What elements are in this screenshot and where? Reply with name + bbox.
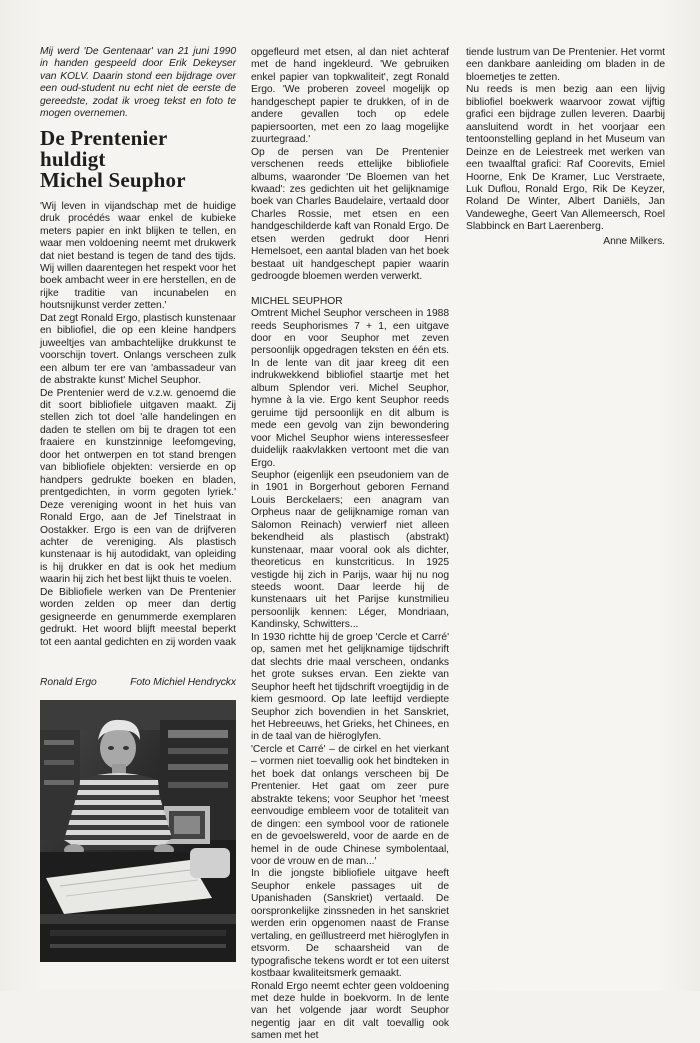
section-heading: MICHEL SEUPHOR — [251, 295, 343, 307]
headline-line-3: Michel Seuphor — [40, 167, 186, 192]
photo-caption: Ronald Ergo — [40, 677, 97, 689]
column-middle — [251, 47, 449, 1043]
column-left — [40, 46, 236, 962]
paragraph: Ronald Ergo neemt echter geen voldoening met deze hulde in boekvorm. In de lente van het volgende jaar wordt Seuphor negentig jaar en dit valt toevallig ook samen met het — [251, 980, 449, 1042]
paragraph: opgefleurd met etsen, al dan niet achteraf met de hand ingekleurd. 'We gebruiken enkel papier van topkwaliteit', zegt Ronald Ergo. 'We proberen zoveel mogelijk op handgeschept papier te drukken, of in de andere gevallen toch op edele papiersoorten, met een zo laag mogelijke zuurtegraad.' — [251, 47, 449, 146]
paragraph: Seuphor (eigenlijk een pseudoniem van de in 1901 in Borgerhout geboren Fernand Louis Berckelaers; een anagram van Orpheus naar de gelijknamige roman van Salomon Reinach) verwierf niet alleen bekendheid als plastisch (abstrakt) kunstenaar, maar vooral ook als dichter, theoreticus en kunstcriticus. In 1925 vestigde hij zich in Parijs, waar hij nu nog steeds woont. Daar leerde hij de kunstenaars uit het Parijse kunstmilieu persoonlijk kennen: Léger, Mondriaan, Kandinsky, Schwitters... — [251, 469, 449, 631]
paragraph: tiende lustrum van De Prentenier. Het vormt een dankbare aanleiding om bladen in de bloemetjes te zetten. — [466, 47, 665, 83]
paragraph: In 1930 richtte hij de groep 'Cercle et Carré' op, samen met het gelijknamige tijdschrift dat slechts drie maal verscheen, ondanks het grote sukses ervan. Een ziekte van Seuphor heeft het tijdschrift vroegtijdig in de kiem gesmoord. Op late leeftijd verdiepte Seuphor zich bovendien in het Sanskriet, het Hebreeuws, het Grieks, het Chinees, en in de taal van de hiëroglyfen. — [251, 631, 449, 743]
paragraph: De Bibliofiele werken van De Prentenier worden zelden op meer dan dertig gesigneerde en genummerde exemplaren gedrukt. Het woord blijft meestal beperkt tot een aantal gedichten en zij worden vaak — [40, 586, 236, 648]
photo-illustration — [40, 700, 236, 962]
paragraph: In die jongste bibliofiele uitgave heeft Seuphor enkele passages uit de Upanishaden (Sanskriet) vertaald. De oorspronkelijke zinssneden in het sanskriet werden erin opgenomen naast de Franse vertaling, en geïllustreerd met hiëroglyfen in etsvorm. De schaarsheid van de typografische tekens wordt er tot een uiterst kostbaar kwaliteitsmerk gemaakt. — [251, 868, 449, 980]
paragraph: Dat zegt Ronald Ergo, plastisch kunstenaar en bibliofiel, die op een kleine handpers juweeltjes van ambachtelijke drukkunst te voorschijn tovert. Onlangs verscheen zulk een album ter ere van 'ambassadeur van de abstrakte kunst' Michel Seuphor. — [40, 312, 236, 387]
photo-ronald-ergo — [40, 700, 236, 962]
paragraph: 'Wij leven in vijandschap met de huidige druk procédés waar enkel de kubieke meters papier en inkt blijken te tellen, en waar men voldoening neemt met drukwerk dat niet bestand is tegen de tand des tijds. Wij willen daarentegen het respekt voor het boek ambacht weer in ere herstellen, en de rijke traditie van incunabelen en houtsnijkunst verder zetten.' — [40, 200, 236, 312]
paragraph: Op de persen van De Prentenier verschenen reeds ettelijke bibliofiele albums, waaronder 'De Bloemen van het kwaad': zes gedichten uit het gelijknamige boek van Charles Baudelaire, vertaald door Charles Rossie, met etsen en een handgeschilderde kaft van Ronald Ergo. De etsen werden gedrukt door Henri Hemelsoet, een aantal bladen van het boek bestaat uit handgeschept papier waarin gedroogde bloemen werden verwerkt. — [251, 146, 449, 283]
column-right — [466, 47, 665, 248]
photographer-credit: Foto Michiel Hendryckx — [130, 677, 236, 689]
headline-line-2: huldigt — [40, 146, 106, 171]
intro-text: Mij werd 'De Gentenaar' van 21 juni 1990 in handen gespeeld door Erik Dekeyser van KOLV. Daarin stond een bijdrage over een oud-student nu echt niet de eerste de gereedste, zodat ik vroeg tekst en foto te mogen overnemen. — [40, 46, 236, 120]
article-headline — [40, 125, 236, 192]
paragraph: Omtrent Michel Seuphor verscheen in 1988 reeds Seuphorismes 7 + 1, een uitgave door en voor Seuphor met zeven persoonlijk opgedragen teksten en één ets. In de lente van dit jaar kreeg dit een indrukwekkend bibliofiel staartje met het album Splendor veri. Michel Seuphor, hymne à la vie. Ergo kent Seuphor reeds geruime tijd persoonlijk en dit album is mede een gevolg van zijn bewondering voor Michel Seuphor wiens interessesfeer duidelijk raakvlakken vertoont met die van Ergo. — [251, 308, 449, 469]
paragraph: De Prentenier werd de v.z.w. genoemd die dit soort bibliofiele uitgaven maakt. Zij stellen zich tot doel 'alle handelingen en daden te stellen om bij te dragen tot een fraaiere en kunstzinnige leefomgeving, door het ontwerpen en tot stand brengen van bibliofiele objekten: versierde en op handpers gedrukte boeken en bladen, prentgedichten, in vorm gegoten lyriek.' Deze vereniging woont in het huis van Ronald Ergo, aan de Jef Tinelstraat in Oostakker. Ergo is een van de drijfveren achter de vereniging. Als plastisch kunstenaar is hij autodidakt, van opleiding is hij drukker en dat is ook het medium waarin hij zich het best lijkt thuis te voelen. — [40, 387, 236, 586]
photo-credits — [40, 677, 236, 689]
paragraph: 'Cercle et Carré' – de cirkel en het vierkant – vormen niet toevallig ook het bindteken in het boek dat onlangs verscheen bij De Prentenier. Het gaat om zeer pure abstrakte tekens; voor Seuphor het 'meest eenvoudige embleem voor de totaliteit van de dingen: een symbool voor de rationele en de gevoelswereld, voor de aarde en de hemel in de oude Chinese symbolentaal, voor de vrouw en de man...' — [251, 743, 449, 867]
headline-line-1: De Prentenier — [40, 125, 168, 150]
author-signoff: Anne Milkers. — [603, 235, 665, 247]
paragraph: Nu reeds is men bezig aan een lijvig bibliofiel boekwerk waarvoor zowat vijftig grafici een bijdrage zullen leveren. Daarbij aansluitend wordt in het voorjaar een tentoonstelling gepland in het Museum van Deinze en de Leiestreek met werken van een twaalftal grafici: Raf Coorevits, Emiel Hoorne, Enk De Kramer, Luc Verstraete, Luk Duflou, Ronald Ergo, Rik De Keyzer, Roland De Winter, Albert Daniëls, Jan Vandeweghe, Geert Van Allemeersch, Roel Slabbinck en Bart Laerenberg. — [466, 84, 665, 233]
